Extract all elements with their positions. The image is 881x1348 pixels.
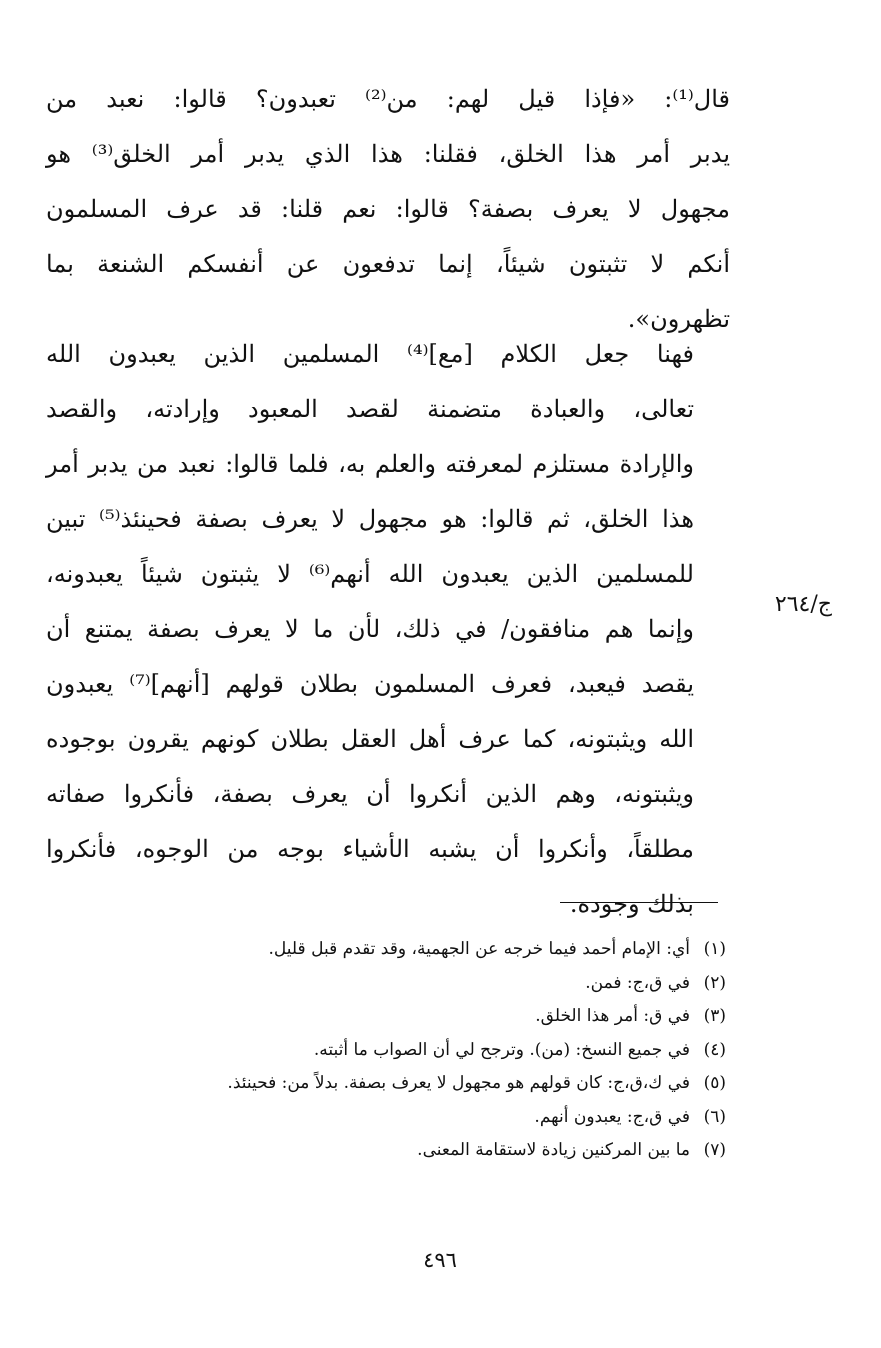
paragraph-2 bbox=[46, 327, 730, 932]
text-line: فهنا جعل الكلام [مع]⁽⁴⁾ المسلمين الذين يعبدون الله bbox=[46, 340, 695, 368]
footnote-item bbox=[60, 933, 726, 967]
manuscript-margin-note: ج/٢٦٤ bbox=[774, 592, 832, 617]
footnote-text: ما بين المركنين زيادة لاستقامة المعنى. bbox=[417, 1140, 690, 1160]
page-number: ٤٩٦ bbox=[423, 1248, 457, 1272]
text-line: ويثبتونه، وهم الذين أنكروا أن يعرف بصفة، فأنكروا صفاته bbox=[46, 780, 694, 808]
text-line: مطلقاً، وأنكروا أن يشبه الأشياء بوجه من الوجوه، فأنكروا bbox=[46, 835, 694, 863]
text-line: هذا الخلق، ثم قالوا: هو مجهول لا يعرف بصفة فحينئذ⁽⁵⁾ تبين bbox=[46, 505, 694, 533]
text-line: والإرادة مستلزم لمعرفته والعلم به، فلما قالوا: نعبد من يدبر أمر bbox=[46, 450, 694, 478]
text-line: وإنما هم منافقون/ في ذلك، لأن ما لا يعرف بصفة يمتنع أن bbox=[46, 615, 694, 643]
footnote-item bbox=[60, 1034, 726, 1068]
text-line: تعالى، والعبادة متضمنة لقصد المعبود وإرادته، والقصد bbox=[46, 395, 694, 423]
footnote-text: في جميع النسخ: (من). وترجح لي أن الصواب ما أثبته. bbox=[313, 1039, 690, 1060]
footnote-text: أي: الإمام أحمد فيما خرجه عن الجهمية، وقد تقدم قبل قليل. bbox=[268, 939, 690, 959]
footnote-item bbox=[60, 1000, 726, 1034]
footnote-number: (٤) bbox=[703, 1039, 726, 1060]
text-line: للمسلمين الذين يعبدون الله أنهم⁽⁶⁾ لا يثبتون شيئاً يعبدونه، bbox=[46, 560, 694, 588]
text-line: يدبر أمر هذا الخلق، فقلنا: هذا الذي يدبر أمر الخلق⁽³⁾ هو bbox=[46, 140, 731, 168]
footnote-number: (٦) bbox=[703, 1106, 726, 1127]
footnote-item bbox=[60, 1067, 726, 1101]
footnote-number: (٢) bbox=[703, 972, 726, 993]
text-line: مجهول لا يعرف بصفة؟ قالوا: نعم قلنا: قد عرف المسلمون bbox=[46, 195, 730, 223]
footnote-text: في ق،ج: فمن. bbox=[585, 972, 690, 993]
footnote-number: (١) bbox=[703, 939, 726, 959]
footnote-item bbox=[60, 1134, 726, 1168]
footnote-separator bbox=[560, 902, 718, 903]
footnote-number: (٥) bbox=[703, 1073, 726, 1093]
text-line: الله ويثبتونه، كما عرف أهل العقل بطلان كونهم يقرون بوجوده bbox=[46, 725, 694, 753]
text-line: يقصد فيعبد، فعرف المسلمون بطلان قولهم [أنهم]⁽⁷⁾ يعبدون bbox=[46, 670, 695, 698]
footnote-item bbox=[60, 1101, 726, 1135]
footnote-text: في ك،ق،ج: كان قولهم هو مجهول لا يعرف بصفة. بدلاً من: فحينئذ. bbox=[227, 1073, 690, 1093]
text-line: قال⁽¹⁾: «فإذا قيل لهم: من⁽²⁾ تعبدون؟ قالوا: نعبد من bbox=[46, 85, 730, 113]
paragraph-1 bbox=[46, 72, 730, 347]
footnote-item bbox=[60, 967, 726, 1001]
footnote-number: (٣) bbox=[703, 1006, 726, 1026]
text-line: بذلك وجوده. bbox=[569, 890, 694, 918]
footnote-text: في ق،ج: يعبدون أنهم. bbox=[534, 1106, 690, 1127]
footnote-number: (٧) bbox=[703, 1140, 726, 1160]
text-line: تظهرون». bbox=[627, 305, 730, 333]
footnotes-list bbox=[60, 933, 726, 1168]
text-line: أنكم لا تثبتون شيئاً، إنما تدفعون عن أنفسكم الشنعة بما bbox=[46, 250, 730, 278]
footnote-text: في ق: أمر هذا الخلق. bbox=[535, 1006, 690, 1026]
